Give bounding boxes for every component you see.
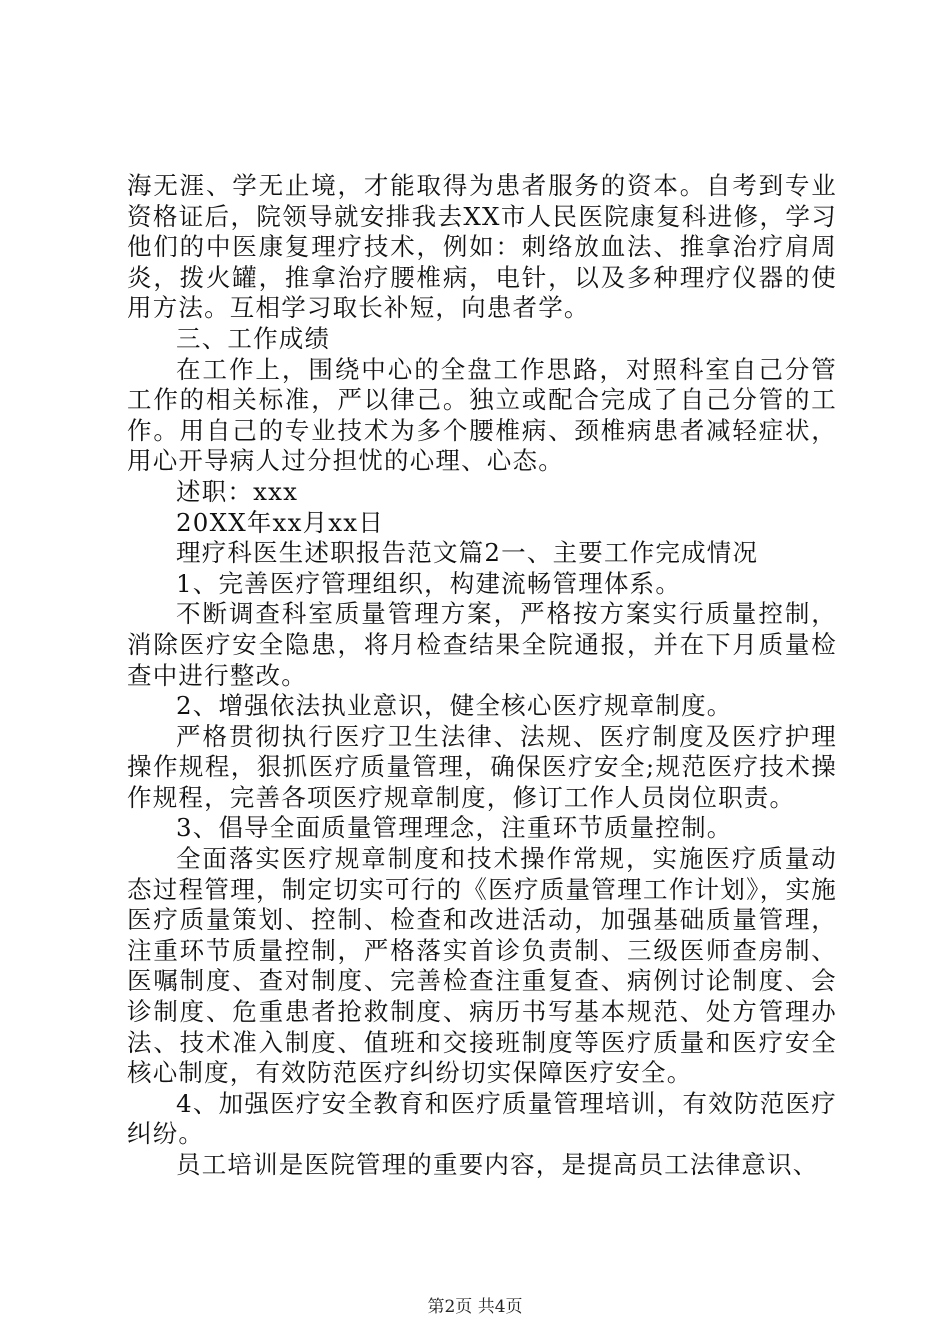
paragraph: 员工培训是医院管理的重要内容，是提高员工法律意识、 bbox=[176, 1150, 819, 1179]
paragraph: 全面落实医疗规章制度和技术操作常规，实施医疗质量动态过程管理，制定切实可行的《医疗质量管理工作计划》，实施医疗质量策划、控制、检查和改进活动，加强基础质量管理，注重环节质量控制，严格落实首诊负责制、三级医师查房制、医嘱制度、查对制度、完善检查注重复查、病例讨论制度、会诊制度、危重患者抢救制度、病历书写基本规范、处方管理办法、技术准入制度、值班和交接班制度等医疗质量和医疗安全核心制度，有效防范医疗纠纷切实保障医疗安全。 bbox=[127, 844, 837, 1088]
numbered-heading-3: 3、倡导全面质量管理理念，注重环节质量控制。 bbox=[176, 813, 733, 843]
paragraph: 不断调查科室质量管理方案，严格按方案实行质量控制，消除医疗安全隐患，将月检查结果全院通报，并在下月质量检查中进行整改。 bbox=[127, 599, 837, 690]
page-number-footer: 第2页 共4页 bbox=[427, 1297, 523, 1317]
date-line: 20XX年xx月xx日 bbox=[176, 507, 385, 537]
section-heading-work-results: 三、工作成绩 bbox=[176, 323, 331, 353]
numbered-heading-1: 1、完善医疗管理组织，构建流畅管理体系。 bbox=[176, 568, 682, 598]
document-body bbox=[127, 171, 837, 1181]
article-title-line: 理疗科医生述职报告范文篇2一、主要工作完成情况 bbox=[176, 538, 759, 568]
numbered-heading-4: 4、加强医疗安全教育和医疗质量管理培训，有效防范医疗纠纷。 bbox=[127, 1088, 837, 1149]
paragraph-continuation: 海无涯、学无止境，才能取得为患者服务的资本。自考到专业资格证后，院领导就安排我去XX市人民医院康复科进修，学习他们的中医康复理疗技术，例如：刺络放血法、推拿治疗肩周炎，拨火罐，推拿治疗腰椎病，电针，以及多种理疗仪器的使用方法。互相学习取长补短，向患者学。 bbox=[127, 171, 837, 323]
paragraph: 严格贯彻执行医疗卫生法律、法规、医疗制度及医疗护理操作规程，狠抓医疗质量管理，确保医疗安全;规范医疗技术操作规程，完善各项医疗规章制度，修订工作人员岗位职责。 bbox=[127, 721, 837, 812]
signature-line: 述职：xxx bbox=[176, 476, 299, 506]
paragraph: 在工作上，围绕中心的全盘工作思路，对照科室自己分管工作的相关标准，严以律己。独立或配合完成了自己分管的工作。用自己的专业技术为多个腰椎病、颈椎病患者减轻症状，用心开导病人过分担忧的心理、心态。 bbox=[127, 354, 837, 476]
numbered-heading-2: 2、增强依法执业意识，健全核心医疗规章制度。 bbox=[176, 691, 733, 721]
